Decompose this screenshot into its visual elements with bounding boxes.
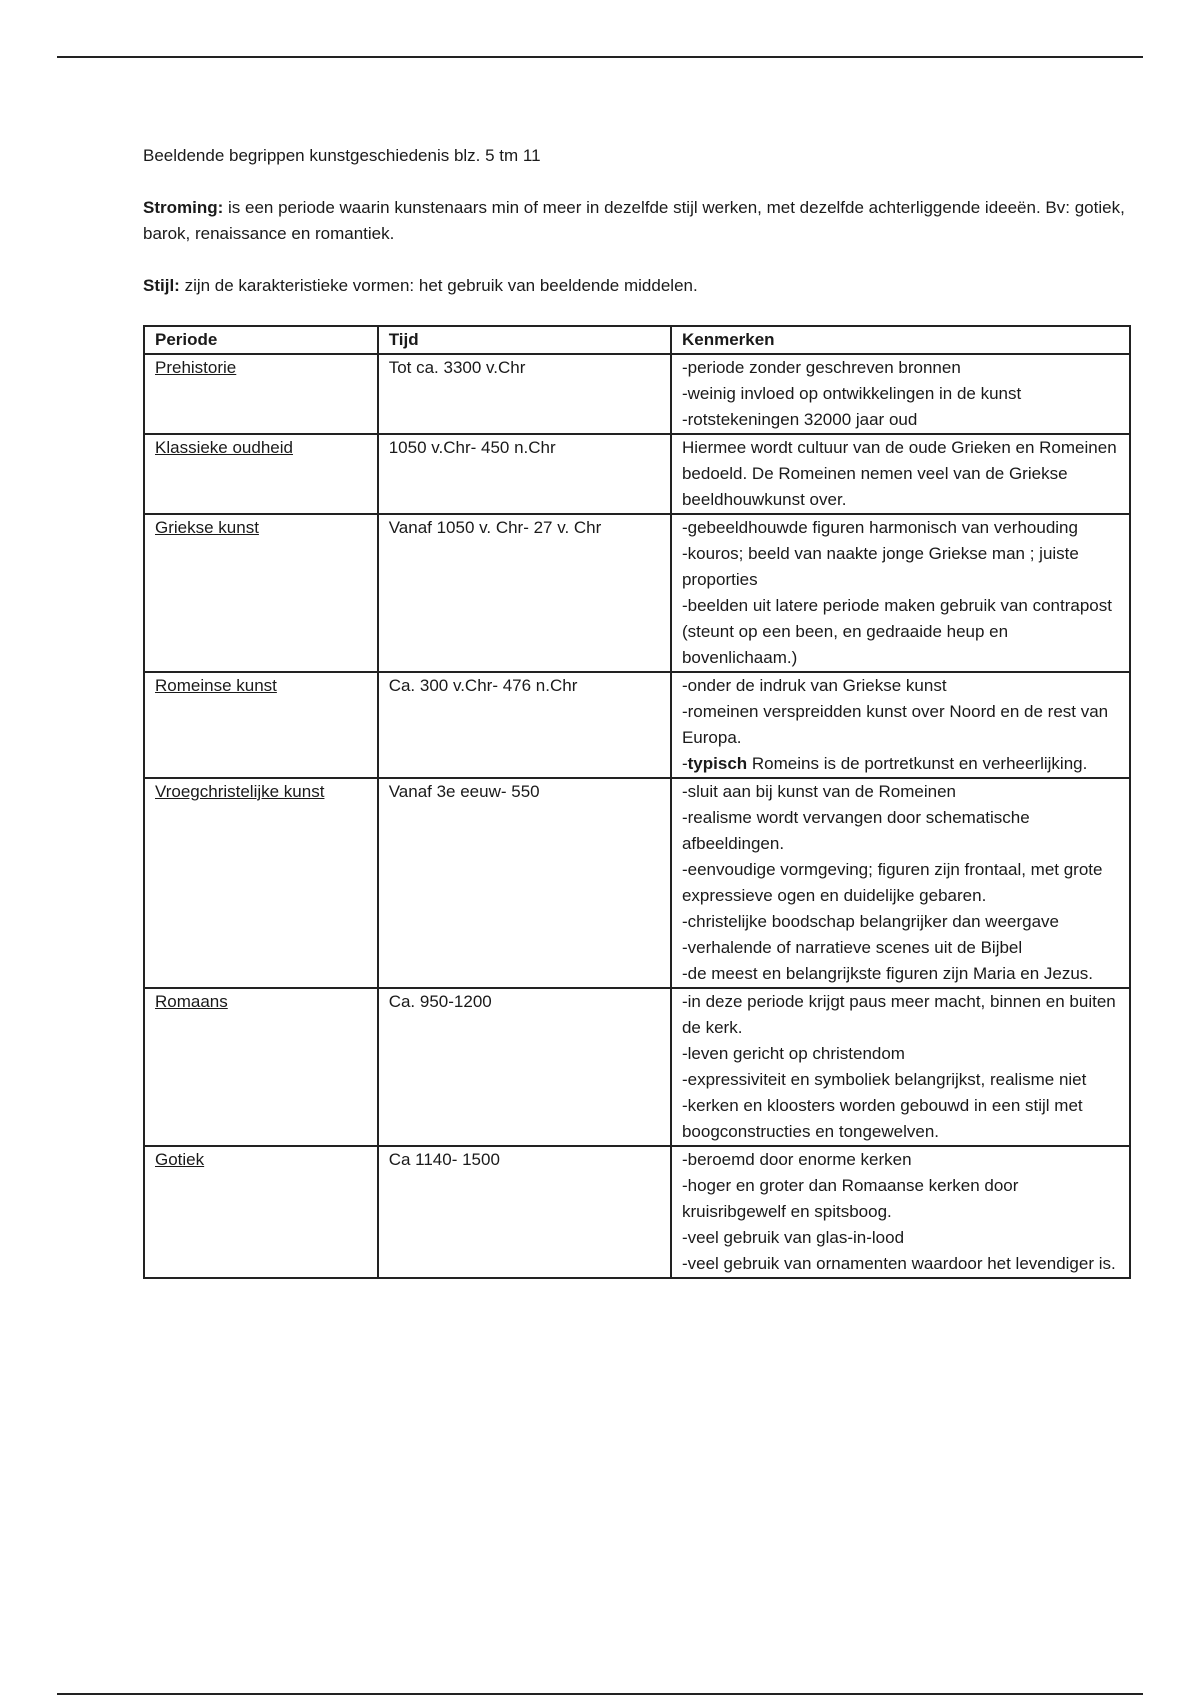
kenmerken-cell (671, 1146, 1130, 1278)
period-name: Gotiek (155, 1150, 205, 1169)
tijd-cell: Ca 1140- 1500 (378, 1146, 671, 1278)
kenmerk-item: -expressiviteit en symboliek belangrijkst, realisme niet (681, 1070, 1087, 1089)
kenmerk-item: -christelijke boodschap belangrijker dan weergave (681, 912, 1060, 931)
kenmerk-item: -realisme wordt vervangen door schematische afbeeldingen. (681, 808, 1030, 853)
definition-term: Stroming: (143, 198, 224, 217)
table-row (144, 672, 1130, 778)
page-bottom-rule (57, 1693, 1143, 1695)
kenmerk-item: -sluit aan bij kunst van de Romeinen (681, 782, 957, 801)
definition-text: is een periode waarin kunstenaars min of meer in dezelfde stijl werken, met dezelfde achterliggende ideeën. Bv: gotiek, barok, renaissance en romantiek. (143, 198, 1125, 243)
periode-cell (144, 778, 378, 988)
table-row (144, 514, 1130, 672)
period-name: Klassieke oudheid (155, 438, 293, 457)
periods-table (143, 325, 1131, 1279)
kenmerk-item: -onder de indruk van Griekse kunst (681, 676, 947, 695)
kenmerk-item: -in deze periode krijgt paus meer macht, binnen en buiten de kerk. (681, 992, 1116, 1037)
kenmerk-item-typisch (682, 751, 1119, 777)
kenmerken-cell (671, 778, 1130, 988)
kenmerk-bold-word: typisch (687, 754, 748, 773)
kenmerk-item: -beroemd door enorme kerken (681, 1150, 912, 1169)
kenmerk-item: -beelden uit latere periode maken gebruik van contrapost (steunt op een been, en gedraaide heup en bovenlichaam.) (681, 596, 1112, 667)
period-name: Romaans (155, 992, 228, 1011)
kenmerk-item: -gebeeldhouwde figuren harmonisch van verhouding (681, 518, 1078, 537)
table-row (144, 778, 1130, 988)
kenmerk-item: -periode zonder geschreven bronnen (681, 358, 961, 377)
column-header-periode: Periode (144, 326, 378, 354)
kenmerk-prefix: - (681, 754, 688, 773)
definition-stijl (143, 273, 1133, 299)
kenmerk-item: -eenvoudige vormgeving; figuren zijn frontaal, met grote expressieve ogen en duidelijke gebaren. (681, 860, 1103, 905)
kenmerk-item: Hiermee wordt cultuur van de oude Grieken en Romeinen bedoeld. De Romeinen nemen veel van de Griekse beeldhouwkunst over. (681, 438, 1117, 509)
kenmerk-item: -kouros; beeld van naakte jonge Griekse man ; juiste proporties (681, 544, 1079, 589)
table-row (144, 434, 1130, 514)
kenmerk-item: -weinig invloed op ontwikkelingen in de kunst (681, 384, 1022, 403)
kenmerk-item: -rotstekeningen 32000 jaar oud (681, 410, 918, 429)
kenmerk-item: -kerken en kloosters worden gebouwd in een stijl met boogconstructies en tongewelven. (681, 1096, 1083, 1141)
table-row (144, 988, 1130, 1146)
tijd-cell: Tot ca. 3300 v.Chr (378, 354, 671, 434)
kenmerken-cell (671, 988, 1130, 1146)
definition-stroming (143, 195, 1133, 247)
period-name: Prehistorie (155, 358, 237, 377)
table-header-row (144, 326, 1130, 354)
kenmerk-rest: Romeins is de portretkunst en verheerlijking. (747, 754, 1088, 773)
kenmerk-item: -hoger en groter dan Romaanse kerken door kruisribgewelf en spitsboog. (681, 1176, 1019, 1221)
kenmerk-item: -romeinen verspreidden kunst over Noord en de rest van Europa. (681, 702, 1109, 747)
kenmerk-item: -leven gericht op christendom (681, 1044, 905, 1063)
kenmerk-item: -veel gebruik van glas-in-lood (681, 1228, 905, 1247)
kenmerken-cell (671, 514, 1130, 672)
periode-cell (144, 514, 378, 672)
kenmerken-cell (671, 434, 1130, 514)
page-top-rule (57, 56, 1143, 58)
tijd-cell: Vanaf 1050 v. Chr- 27 v. Chr (378, 514, 671, 672)
table-row (144, 1146, 1130, 1278)
tijd-cell: Vanaf 3e eeuw- 550 (378, 778, 671, 988)
tijd-cell: Ca. 950-1200 (378, 988, 671, 1146)
kenmerken-cell (671, 672, 1130, 778)
periode-cell (144, 1146, 378, 1278)
kenmerk-item: -veel gebruik van ornamenten waardoor het levendiger is. (681, 1254, 1116, 1273)
tijd-cell: 1050 v.Chr- 450 n.Chr (378, 434, 671, 514)
kenmerk-item: -verhalende of narratieve scenes uit de Bijbel (681, 938, 1023, 957)
document-heading: Beeldende begrippen kunstgeschiedenis blz. 5 tm 11 (143, 146, 541, 165)
document-body (143, 143, 1133, 1279)
tijd-cell: Ca. 300 v.Chr- 476 n.Chr (378, 672, 671, 778)
period-name: Romeinse kunst (155, 676, 277, 695)
periode-cell (144, 354, 378, 434)
definition-term: Stijl: (143, 276, 180, 295)
periode-cell (144, 434, 378, 514)
definition-text: zijn de karakteristieke vormen: het gebruik van beeldende middelen. (179, 276, 698, 295)
column-header-tijd: Tijd (378, 326, 671, 354)
table-row (144, 354, 1130, 434)
period-name: Griekse kunst (155, 518, 259, 537)
periode-cell (144, 672, 378, 778)
periode-cell (144, 988, 378, 1146)
column-header-kenmerken: Kenmerken (671, 326, 1130, 354)
period-name: Vroegchristelijke kunst (155, 782, 325, 801)
kenmerk-item: -de meest en belangrijkste figuren zijn Maria en Jezus. (681, 964, 1094, 983)
kenmerken-cell (671, 354, 1130, 434)
